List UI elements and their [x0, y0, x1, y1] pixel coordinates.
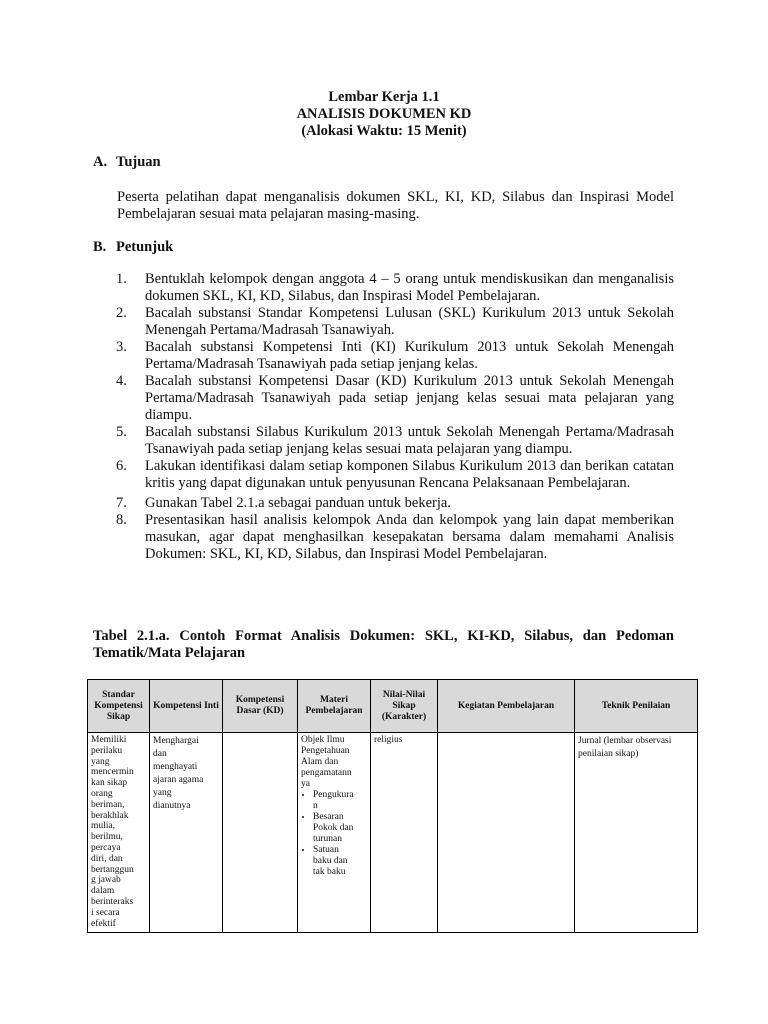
cell-line: mulia, — [91, 821, 116, 832]
cell-skl — [88, 733, 150, 933]
list-item-text: Lakukan identifikasi dalam setiap komponen Silabus Kurikulum 2013 dan berikan catatan kritis yang dapat digunakan untuk penyusunan Rencana Pelaksanaan Pembelajaran. — [145, 458, 674, 491]
column-header: Nilai-Nilai Sikap (Karakter) — [371, 680, 438, 733]
cell-line: berakhlak — [91, 810, 129, 821]
cell-line: Memiliki — [91, 735, 127, 745]
cell-line: dalam — [91, 886, 115, 897]
column-header: Teknik Penilaian — [575, 680, 698, 733]
cell-line: yang — [91, 756, 110, 767]
cell-ki — [150, 733, 223, 933]
cell-line: ajaran agama — [153, 775, 204, 785]
table-row — [88, 733, 698, 933]
cell-line: bertanggun — [91, 864, 134, 875]
list-item — [93, 512, 674, 563]
list-item-number: 6. — [116, 458, 127, 474]
cell-line: diri, dan — [91, 853, 123, 864]
instruction-list — [93, 271, 674, 563]
section-b-label: B. — [93, 239, 107, 255]
list-item — [93, 373, 674, 424]
cell-line: berilmu, — [91, 832, 123, 843]
section-b-heading — [93, 239, 173, 256]
cell-teknik: Jurnal (lembar observasi penilaian sikap) — [575, 733, 698, 933]
cell-line: yang — [153, 788, 172, 798]
cell-line: Pokok dan — [313, 823, 354, 833]
cell-line: menghayati — [153, 762, 198, 772]
cell-line: • Satuan — [313, 845, 339, 855]
list-item — [93, 424, 674, 458]
cell-line: percaya — [91, 842, 121, 853]
cell-line: beriman, — [91, 799, 125, 810]
section-b-title: Petunjuk — [116, 239, 174, 255]
cell-line: dan — [153, 749, 167, 759]
column-header: Standar Kompetensi Sikap — [88, 680, 150, 733]
cell-line: orang — [91, 788, 113, 799]
section-a-heading — [93, 154, 161, 171]
materi-bullet — [313, 812, 367, 845]
worksheet-title: Lembar Kerja 1.1 — [328, 89, 440, 105]
cell-line: • Pengukura — [313, 790, 354, 800]
list-item-number: 8. — [116, 512, 127, 528]
cell-kd — [223, 733, 298, 933]
column-header: Kompetensi Inti — [150, 680, 223, 733]
table-caption: Tabel 2.1.a. Contoh Format Analisis Dokumen: SKL, KI-KD, Silabus, dan Pedoman Tematik/Mata Pelajaran — [93, 628, 674, 661]
cell-line: mencermin — [91, 767, 134, 778]
worksheet-subtitle: ANALISIS DOKUMEN KD — [296, 106, 472, 122]
cell-nilai: religius — [371, 733, 438, 933]
list-item-number: 4. — [116, 373, 127, 389]
cell-line: kan sikap — [91, 778, 128, 789]
materi-bullet — [313, 845, 367, 878]
list-item-text: Presentasikan hasil analisis kelompok Anda dan kelompok yang lain dapat memberikan masukan, agar dapat menghasilkan kesepakatan bersama dalam memahami Analisis Dokumen: SKL, KI, KD, Silabus, dan Inspirasi Model Pembelajaran. — [145, 512, 674, 562]
list-item — [93, 305, 674, 339]
cell-line: Alam dan — [301, 757, 339, 767]
cell-line: baku dan — [313, 856, 348, 866]
column-header: Kegiatan Pembelajaran — [438, 680, 575, 733]
list-item — [93, 271, 674, 305]
list-item-number: 5. — [116, 424, 127, 440]
cell-line: turunan — [313, 834, 343, 844]
analysis-table — [87, 679, 698, 933]
cell-line: dianutnya — [153, 801, 191, 811]
list-item-text: Gunakan Tabel 2.1.a sebagai panduan untuk bekerja. — [145, 495, 451, 511]
list-item-text: Bacalah substansi Kompetensi Inti (KI) Kurikulum 2013 untuk Sekolah Menengah Pertama/Madrasah Tsanawiyah pada setiap jenjang kelas. — [145, 339, 674, 372]
list-item-text: Bacalah substansi Silabus Kurikulum 2013 untuk Sekolah Menengah Pertama/Madrasah Tsanawiyah pada setiap jenjang kelas sesuai mata pelajaran yang diampu. — [145, 424, 674, 457]
cell-line: Pengetahuan — [301, 746, 350, 756]
cell-materi — [298, 733, 371, 933]
section-a-label: A. — [93, 154, 108, 170]
cell-line: ya — [301, 779, 310, 789]
cell-line: i secara — [91, 907, 120, 918]
list-item-text: Bacalah substansi Standar Kompetensi Lulusan (SKL) Kurikulum 2013 untuk Sekolah Menengah Pertama/Madrasah Tsanawiyah. — [145, 305, 674, 338]
column-header: Kompetensi Dasar (KD) — [223, 680, 298, 733]
list-item-number: 2. — [116, 305, 127, 321]
table-header-row — [88, 680, 698, 733]
cell-line: efektif — [91, 918, 116, 929]
column-header: Materi Pembelajaran — [298, 680, 371, 733]
list-item-text: Bentuklah kelompok dengan anggota 4 – 5 orang untuk mendiskusikan dan menganalisis dokumen SKL, KI, KD, Silabus, dan Inspirasi Model Pembelajaran. — [145, 271, 674, 304]
cell-line: Menghargai — [153, 736, 199, 746]
materi-bullet-list — [301, 790, 367, 878]
time-allocation: (Alokasi Waktu: 15 Menit) — [301, 123, 467, 139]
cell-line: tak baku — [313, 867, 346, 877]
list-item-number: 1. — [116, 271, 127, 287]
materi-bullet — [313, 790, 367, 812]
cell-line: n — [313, 801, 318, 811]
list-item — [93, 339, 674, 373]
list-item — [93, 458, 674, 492]
list-item — [93, 495, 674, 512]
cell-line: berinteraks — [91, 896, 134, 907]
section-a-text: Peserta pelatihan dapat menganalisis dokumen SKL, KI, KD, Silabus dan Inspirasi Model Pembelajaran sesuai mata pelajaran masing-masing. — [117, 189, 674, 222]
section-a-title: Tujuan — [116, 154, 161, 170]
list-item-number: 7. — [116, 495, 127, 511]
cell-line: pengamatann — [301, 768, 352, 778]
cell-line: Objek Ilmu — [301, 735, 345, 745]
cell-line: • Besaran — [313, 812, 344, 822]
cell-line: g jawab — [91, 875, 121, 886]
cell-kegiatan — [438, 733, 575, 933]
list-item-text: Bacalah substansi Kompetensi Dasar (KD) Kurikulum 2013 untuk Sekolah Menengah Pertama/Madrasah Tsanawiyah pada setiap jenjang kelas sesuai mata pelajaran yang diampu. — [145, 373, 674, 423]
list-item-number: 3. — [116, 339, 127, 355]
cell-line: perilaku — [91, 745, 123, 756]
